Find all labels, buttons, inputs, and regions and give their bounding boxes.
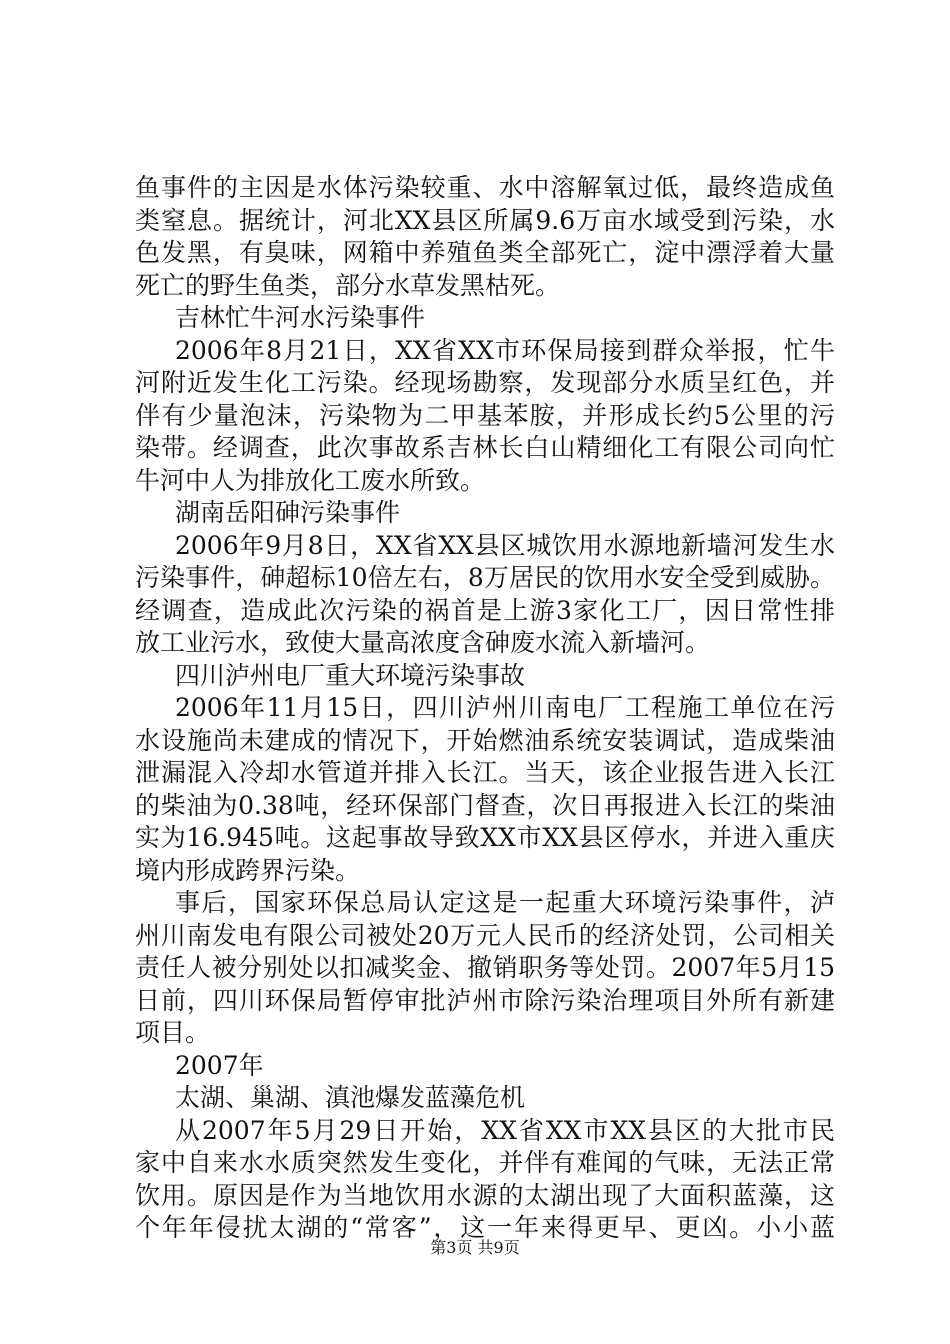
text-line: 伴有少量泡沫，污染物为二甲基苯胺，并形成长约5公里的污: [135, 400, 835, 430]
text-line: 太湖、巢湖、滇池爆发蓝藻危机: [175, 1083, 526, 1112]
text-line: 泄漏混入冷却水管道并排入长江。当天，该企业报告进入长江: [135, 758, 835, 787]
text-line: 2007年: [175, 1050, 264, 1080]
text-line: 的柴油为0.38吨，经环保部门督查，次日再报进入长江的柴油: [135, 790, 835, 820]
text-line: 2006年11月15日，四川泸州川南电厂工程施工单位在污: [175, 693, 835, 722]
text-line: 牛河中人为排放化工废水所致。: [135, 465, 486, 495]
text-line: 色发黑，有臭味，网箱中养殖鱼类全部死亡，淀中漂浮着大量: [135, 238, 835, 267]
text-line: 污染事件，砷超标10倍左右，8万居民的饮用水安全受到威胁。: [135, 563, 835, 592]
text-line: 类窒息。据统计，河北XX县区所属9.6万亩水域受到污染，水: [135, 205, 835, 235]
text-line: 放工业污水，致使大量高浓度含砷废水流入新墙河。: [135, 628, 711, 657]
text-line: 事后，国家环保总局认定这是一起重大环境污染事件，泸: [175, 888, 835, 917]
text-line: 日前，四川环保局暂停审批泸州市除污染治理项目外所有新建: [135, 985, 835, 1015]
text-line: 2006年8月21日，XX省XX市环保局接到群众举报，忙牛: [175, 335, 835, 365]
text-line: 吉林忙牛河水污染事件: [175, 303, 426, 332]
text-line: 州川南发电有限公司被处20万元人民币的经济处罚，公司相关: [135, 920, 835, 950]
text-line: 水设施尚未建成的情况下，开始燃油系统安装调试，造成柴油: [135, 725, 835, 755]
text-line: 个年年侵扰太湖的“常客”，这一年来得更早、更凶。小小蓝: [135, 1213, 835, 1242]
text-line: 死亡的野生鱼类，部分水草发黑枯死。: [135, 270, 561, 300]
text-line: 2006年9月8日，XX省XX县区城饮用水源地新墙河发生水: [175, 530, 835, 560]
text-line: 经调查，造成此次污染的祸首是上游3家化工厂，因日常性排: [135, 595, 835, 625]
text-line: 饮用。原因是作为当地饮用水源的太湖出现了大面积蓝藻，这: [135, 1180, 835, 1210]
text-line: 项目。: [135, 1018, 211, 1047]
page-footer: 第3页 共9页: [430, 1238, 520, 1257]
text-line: 鱼事件的主因是水体污染较重、水中溶解氧过低，最终造成鱼: [135, 173, 835, 202]
text-line: 从2007年5月29日开始，XX省XX市XX县区的大批市民: [175, 1115, 835, 1145]
text-line: 四川泸州电厂重大环境污染事故: [175, 660, 526, 690]
text-line: 实为16.945吨。这起事故导致XX市XX县区停水，并进入重庆: [135, 823, 835, 852]
text-line: 湖南岳阳砷污染事件: [175, 498, 401, 527]
document-body: [135, 172, 835, 1245]
text-line: 河附近发生化工污染。经现场勘察，发现部分水质呈红色，并: [135, 368, 835, 397]
text-line: 染带。经调查，此次事故系吉林长白山精细化工有限公司向忙: [135, 433, 835, 462]
text-line: 责任人被分别处以扣减奖金、撤销职务等处罚。2007年5月15: [135, 953, 835, 982]
text-line: 家中自来水水质突然发生变化，并伴有难闻的气味，无法正常: [135, 1148, 835, 1177]
text-line: 境内形成跨界污染。: [135, 855, 361, 885]
